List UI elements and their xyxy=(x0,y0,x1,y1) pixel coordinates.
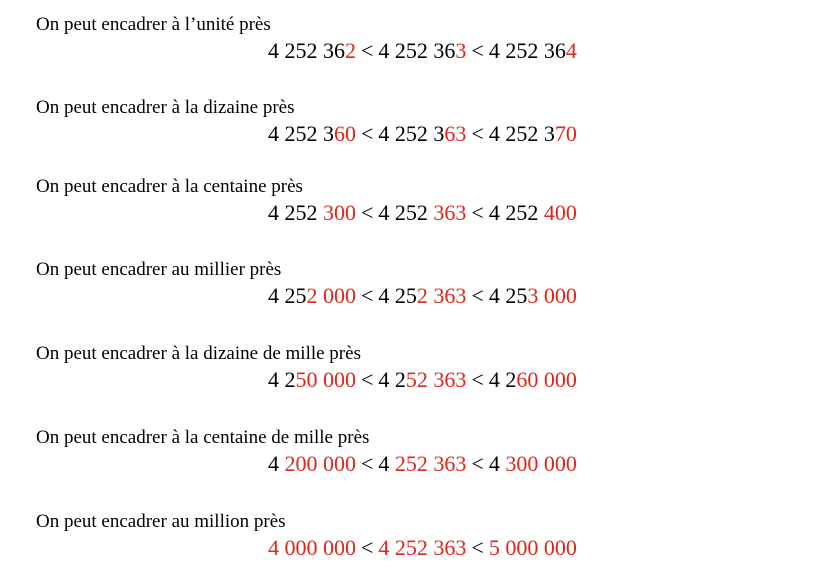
value-red: 4 252 363 xyxy=(378,535,467,560)
less-than: < xyxy=(471,200,484,225)
lower-bound xyxy=(268,367,356,392)
inequality xyxy=(268,283,577,309)
upper-red: 400 xyxy=(543,200,577,225)
value-red: 52 363 xyxy=(405,367,467,392)
inequality xyxy=(268,200,577,226)
value xyxy=(378,451,466,476)
lower-bound xyxy=(268,451,356,476)
upper-bound xyxy=(489,451,577,476)
inequality xyxy=(268,451,577,477)
value-black: 4 2 xyxy=(378,367,406,392)
upper-bound xyxy=(489,200,577,225)
less-than: < xyxy=(361,283,374,308)
upper-bound xyxy=(489,367,577,392)
value-black: 4 252 36 xyxy=(378,38,456,63)
lower-bound xyxy=(268,200,356,225)
value-red: 363 xyxy=(433,200,467,225)
row-label: On peut encadrer au million près xyxy=(36,511,286,532)
value-red: 2 363 xyxy=(416,283,467,308)
upper-black: 4 xyxy=(488,451,506,476)
value-red: 63 xyxy=(444,121,467,146)
row-label: On peut encadrer à l’unité près xyxy=(36,14,271,35)
value xyxy=(378,200,466,225)
value-red: 252 363 xyxy=(394,451,467,476)
lower-black: 4 252 3 xyxy=(268,121,334,146)
lower-bound xyxy=(268,535,356,560)
upper-red: 4 xyxy=(565,38,577,63)
lower-red: 4 000 000 xyxy=(268,535,356,560)
lower-black: 4 252 xyxy=(268,200,323,225)
value xyxy=(378,38,466,63)
row-label: On peut encadrer à la centaine de mille près xyxy=(36,427,370,448)
lower-bound xyxy=(268,283,356,308)
upper-red: 60 000 xyxy=(516,367,577,392)
value xyxy=(378,121,466,146)
upper-bound xyxy=(489,121,577,146)
less-than: < xyxy=(471,283,484,308)
value xyxy=(378,367,466,392)
upper-black: 4 252 3 xyxy=(488,121,555,146)
upper-red: 70 xyxy=(554,121,577,146)
lower-red: 2 000 xyxy=(306,283,356,308)
lower-red: 200 000 xyxy=(284,451,356,476)
lower-red: 50 000 xyxy=(295,367,356,392)
upper-black: 4 25 xyxy=(488,283,528,308)
lower-black: 4 xyxy=(268,451,285,476)
less-than: < xyxy=(361,535,374,560)
less-than: < xyxy=(361,121,374,146)
upper-black: 4 252 xyxy=(488,200,544,225)
upper-red: 5 000 000 xyxy=(488,535,577,560)
less-than: < xyxy=(471,121,484,146)
lower-black: 4 2 xyxy=(268,367,296,392)
upper-bound xyxy=(489,283,577,308)
lower-black: 4 25 xyxy=(268,283,307,308)
less-than: < xyxy=(361,200,374,225)
inequality xyxy=(268,535,577,561)
lower-bound xyxy=(268,121,356,146)
value xyxy=(378,283,466,308)
lower-bound xyxy=(268,38,356,63)
value-black: 4 xyxy=(378,451,395,476)
less-than: < xyxy=(471,451,484,476)
value-black: 4 252 xyxy=(378,200,434,225)
lower-red: 2 xyxy=(345,38,356,63)
less-than: < xyxy=(471,367,484,392)
inequality xyxy=(268,367,577,393)
upper-black: 4 2 xyxy=(488,367,517,392)
row-label: On peut encadrer à la dizaine près xyxy=(36,97,295,118)
less-than: < xyxy=(471,535,484,560)
row-label: On peut encadrer à la centaine près xyxy=(36,176,303,197)
value-black: 4 25 xyxy=(378,283,417,308)
row-label: On peut encadrer à la dizaine de mille près xyxy=(36,343,361,364)
upper-black: 4 252 36 xyxy=(488,38,566,63)
upper-bound xyxy=(489,535,577,560)
value-black: 4 252 3 xyxy=(378,121,445,146)
upper-red: 300 000 xyxy=(505,451,577,476)
value-red: 3 xyxy=(455,38,467,63)
inequality xyxy=(268,121,577,147)
upper-bound xyxy=(489,38,577,63)
less-than: < xyxy=(361,367,374,392)
upper-red: 3 000 xyxy=(527,283,577,308)
less-than: < xyxy=(361,451,374,476)
lower-red: 60 xyxy=(334,121,356,146)
row-label: On peut encadrer au millier près xyxy=(36,259,282,280)
value xyxy=(378,535,466,560)
less-than: < xyxy=(361,38,374,63)
less-than: < xyxy=(471,38,484,63)
lower-black: 4 252 36 xyxy=(268,38,345,63)
inequality xyxy=(268,38,577,64)
lower-red: 300 xyxy=(323,200,356,225)
